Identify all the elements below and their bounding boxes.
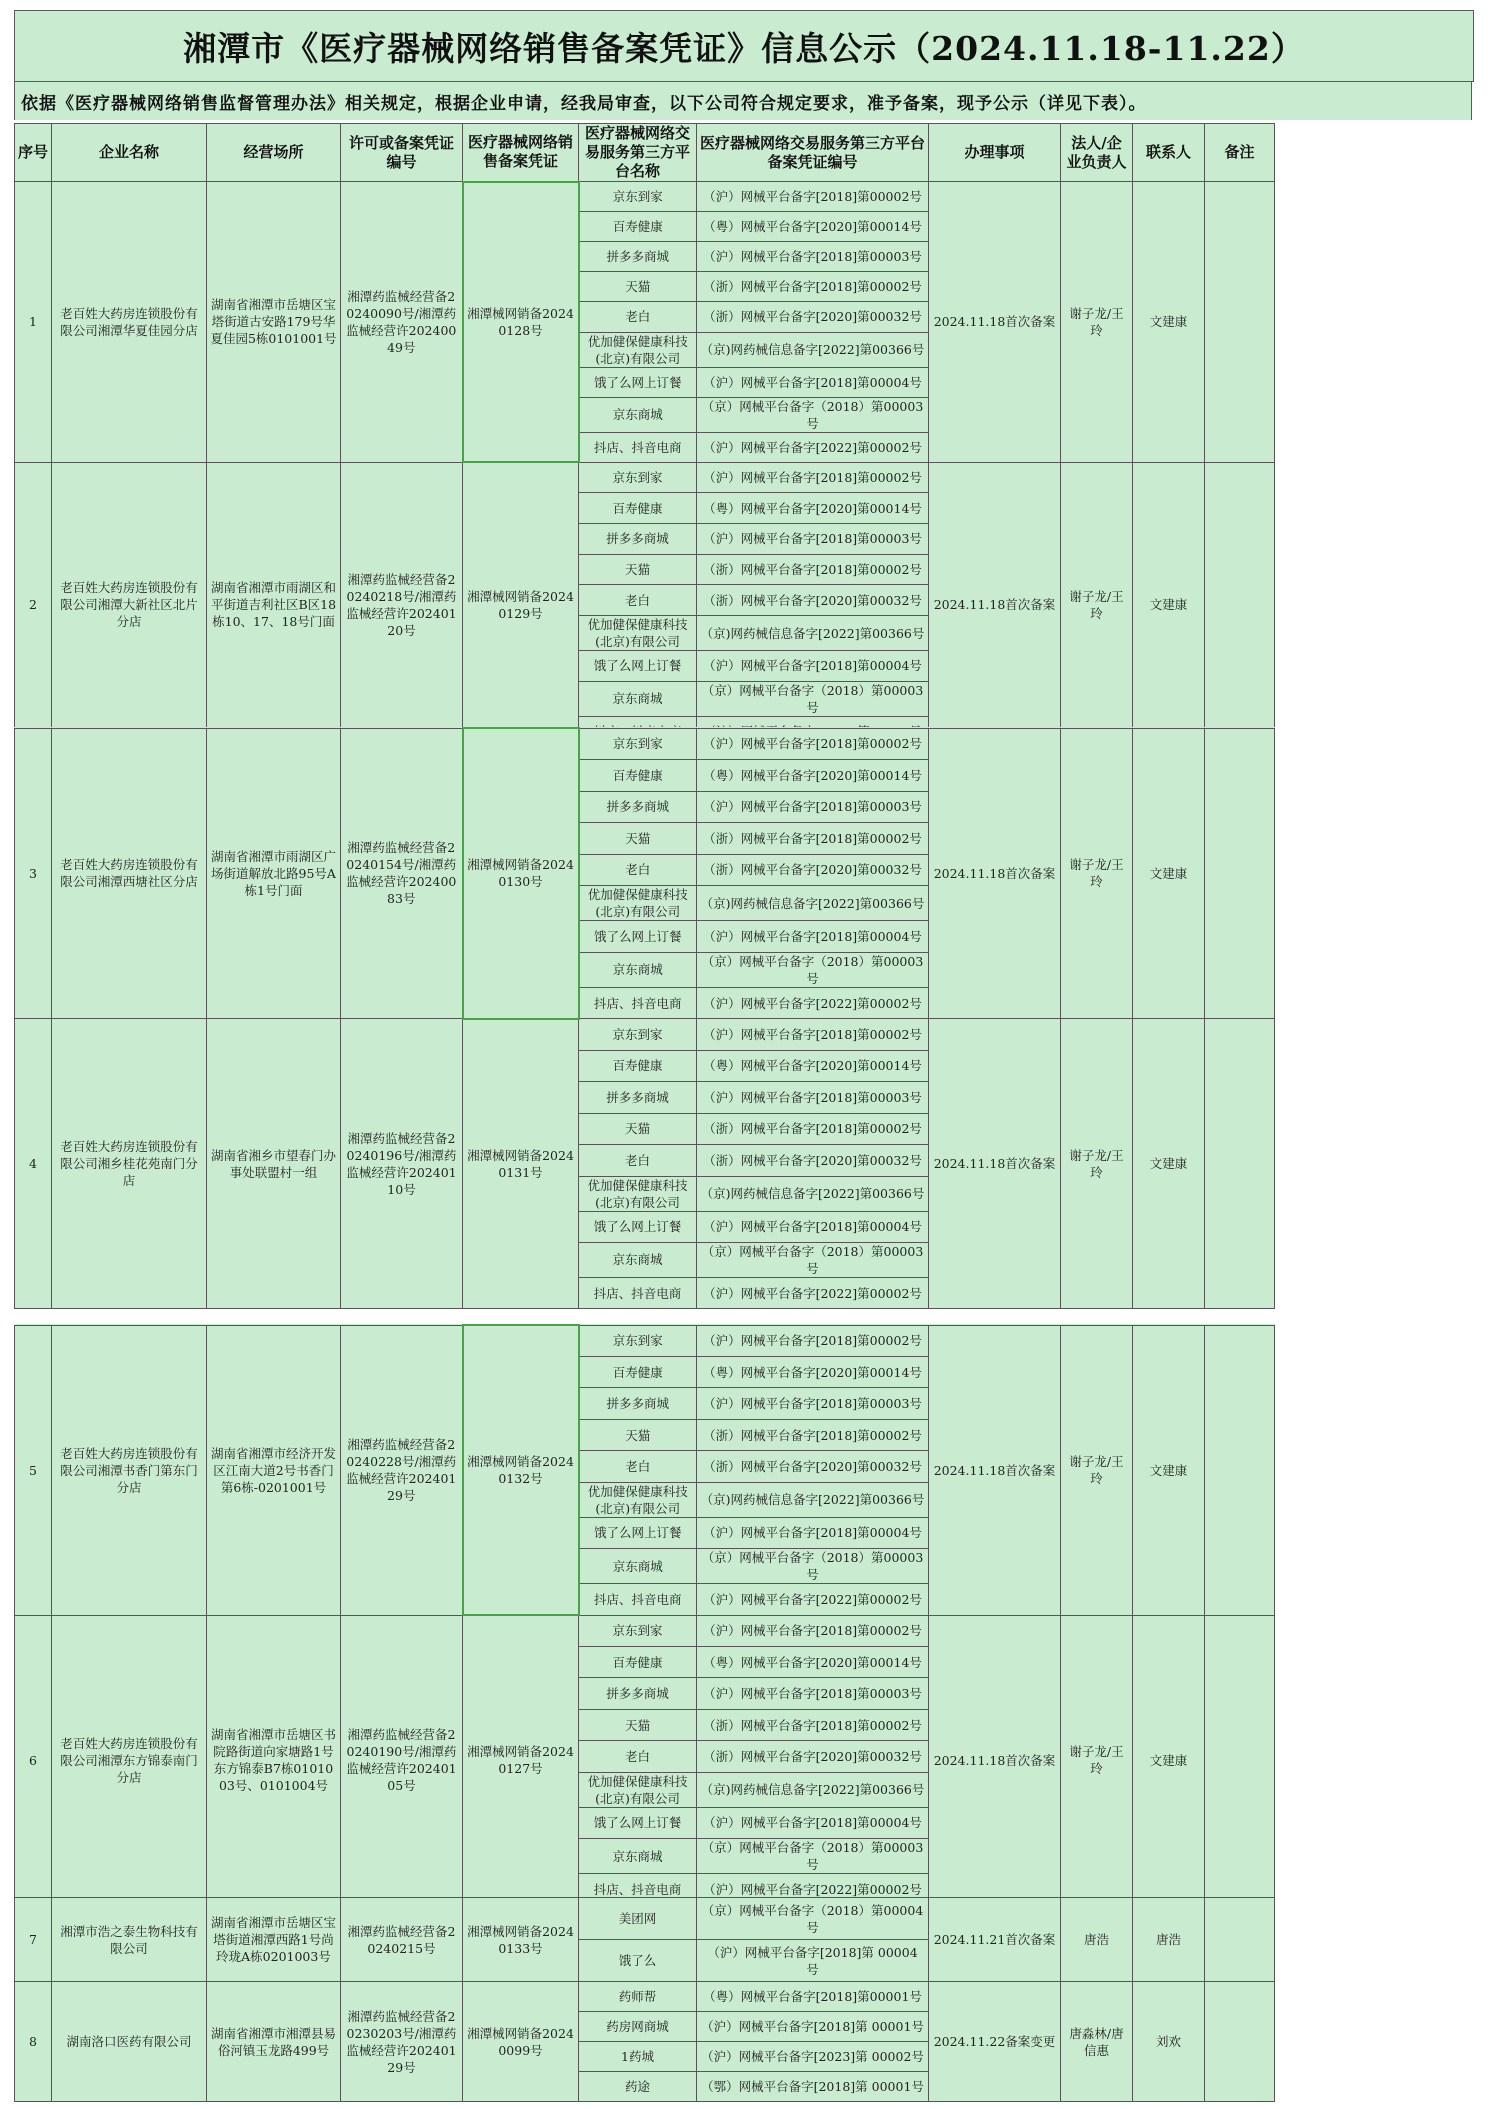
platform-name: 优加健保健康科技(北京)有限公司 (579, 332, 697, 367)
company-name: 老百姓大药房连锁股份有限公司湘潭东方锦泰南门分店 (52, 1615, 207, 1905)
platform-name: 百寿健康 (579, 1647, 697, 1678)
company-name: 老百姓大药房连锁股份有限公司湘潭大新社区北片分店 (52, 462, 207, 747)
business-address: 湖南省湘潭市雨湖区和平街道吉利社区B区18栋10、17、18号门面 (207, 462, 341, 747)
record-number: 2 (15, 462, 52, 747)
platform-name: 京东到家 (579, 1325, 697, 1356)
contact-person: 文建康 (1133, 182, 1205, 463)
platform-code: （沪）网械平台备字[2018]第00004号 (697, 651, 929, 682)
header-matter: 办理事项 (929, 124, 1061, 182)
record-number: 6 (15, 1615, 52, 1905)
remark (1205, 1898, 1275, 1982)
table-row (15, 1982, 1275, 2012)
header-cert: 医疗器械网络销售备案凭证 (463, 124, 579, 182)
platform-code: （沪）网械平台备字[2018]第00002号 (697, 462, 929, 493)
header-platform-code: 医疗器械网络交易服务第三方平台备案凭证编号 (697, 124, 929, 182)
platform-name: 抖店、抖音电商 (579, 1277, 697, 1308)
legal-person: 唐浩 (1061, 1898, 1133, 1982)
platform-name: 天猫 (579, 1419, 697, 1450)
table-row (15, 1898, 1275, 1940)
platform-name: 天猫 (579, 1709, 697, 1740)
platform-code: （鄂）网械平台备字[2018]第 00001号 (697, 2072, 929, 2102)
platform-code: （浙）网械平台备字[2018]第00002号 (697, 1113, 929, 1144)
legal-person: 谢子龙/王玲 (1061, 1019, 1133, 1309)
platform-name: 京东商城 (579, 1549, 697, 1584)
legal-person: 谢子龙/王玲 (1061, 1325, 1133, 1615)
company-name: 老百姓大药房连锁股份有限公司湘乡桂花苑南门分店 (52, 1019, 207, 1309)
company-name: 湖南洛口医药有限公司 (52, 1982, 207, 2102)
license-number: 湘潭药监械经营备20240090号/湘潭药监械经营许20240049号 (341, 182, 463, 463)
filing-table-section (14, 1324, 1275, 1906)
platform-code: （浙）网械平台备字[2018]第00002号 (697, 554, 929, 585)
platform-name: 拼多多商城 (579, 1678, 697, 1709)
remark (1205, 462, 1275, 747)
platform-code: （京）网械平台备字（2018）第00003号 (697, 1549, 929, 1584)
platform-code: （京)网药械信息备字[2022]第00366号 (697, 616, 929, 651)
header-license: 许可或备案凭证编号 (341, 124, 463, 182)
platform-name: 京东商城 (579, 681, 697, 716)
platform-code: （沪）网械平台备字[2018]第00002号 (697, 1019, 929, 1050)
business-address: 湖南省湘潭市岳塘区书院路街道向家塘路1号东方锦泰B7栋0101003号、0101004号 (207, 1615, 341, 1905)
platform-code: （浙）网械平台备字[2018]第00002号 (697, 272, 929, 302)
legal-person: 谢子龙/王玲 (1061, 1615, 1133, 1905)
platform-name: 天猫 (579, 823, 697, 855)
filing-matter: 2024.11.18首次备案 (929, 728, 1061, 1019)
platform-name: 饿了么网上订餐 (579, 921, 697, 953)
platform-code: （沪）网械平台备字[2018]第00003号 (697, 1388, 929, 1419)
platform-name: 拼多多商城 (579, 524, 697, 555)
platform-code: （沪）网械平台备字[2022]第00002号 (697, 1874, 929, 1905)
remark (1205, 182, 1275, 463)
filing-matter: 2024.11.22备案变更 (929, 1982, 1061, 2102)
platform-name: 老白 (579, 585, 697, 616)
platform-code: （浙）网械平台备字[2020]第00032号 (697, 302, 929, 332)
sales-filing-cert: 湘潭械网销备20240129号 (463, 462, 579, 747)
platform-code: （京）网械平台备字（2018）第00004号 (697, 1898, 929, 1940)
remark (1205, 1019, 1275, 1309)
platform-name: 饿了么网上订餐 (579, 651, 697, 682)
legal-person: 唐淼林/唐信惠 (1061, 1982, 1133, 2102)
platform-code: （沪）网械平台备字[2022]第00002号 (697, 1584, 929, 1615)
platform-code: （浙）网械平台备字[2018]第00002号 (697, 823, 929, 855)
table-row (15, 1019, 1275, 1050)
platform-code: （京)网药械信息备字[2022]第00366号 (697, 1176, 929, 1211)
filing-matter: 2024.11.18首次备案 (929, 1615, 1061, 1905)
business-address: 湖南省湘潭市岳塘区宝塔街道古安路179号华夏佳园5栋0101001号 (207, 182, 341, 463)
record-number: 3 (15, 728, 52, 1019)
platform-name: 饿了么网上订餐 (579, 1517, 697, 1548)
platform-name: 药师帮 (579, 1982, 697, 2012)
platform-name: 百寿健康 (579, 1356, 697, 1387)
platform-code: （京）网械平台备字（2018）第00003号 (697, 397, 929, 432)
record-number: 1 (15, 182, 52, 463)
license-number: 湘潭药监械经营备20240228号/湘潭药监械经营许20240129号 (341, 1325, 463, 1615)
license-number: 湘潭药监械经营备20230203号/湘潭药监械经营许20240129号 (341, 1982, 463, 2102)
header-company: 企业名称 (52, 124, 207, 182)
filing-matter: 2024.11.18首次备案 (929, 462, 1061, 747)
platform-code: （京）网械平台备字（2018）第00003号 (697, 1242, 929, 1277)
platform-code: （浙）网械平台备字[2020]第00032号 (697, 854, 929, 886)
platform-name: 药房网商城 (579, 2012, 697, 2042)
contact-person: 刘欢 (1133, 1982, 1205, 2102)
platform-name: 美团网 (579, 1898, 697, 1940)
platform-code: （沪）网械平台备字[2018]第00004号 (697, 921, 929, 953)
header-row (15, 124, 1275, 182)
platform-name: 京东商城 (579, 1242, 697, 1277)
company-name: 老百姓大药房连锁股份有限公司湘潭华夏佳园分店 (52, 182, 207, 463)
platform-code: （沪）网械平台备字[2018]第00002号 (697, 182, 929, 212)
business-address: 湖南省湘潭市经济开发区江南大道2号书香门第6栋-0201001号 (207, 1325, 341, 1615)
platform-name: 拼多多商城 (579, 242, 697, 272)
company-name: 老百姓大药房连锁股份有限公司湘潭书香门第东门分店 (52, 1325, 207, 1615)
platform-name: 天猫 (579, 554, 697, 585)
license-number: 湘潭药监械经营备20240218号/湘潭药监械经营许20240120号 (341, 462, 463, 747)
platform-code: （沪）网械平台备字[2018]第00004号 (697, 367, 929, 397)
platform-code: （沪）网械平台备字[2018]第00003号 (697, 1678, 929, 1709)
platform-name: 老白 (579, 1451, 697, 1482)
platform-code: （沪）网械平台备字[2018]第00003号 (697, 791, 929, 823)
platform-code: （粤）网械平台备字[2020]第00014号 (697, 1356, 929, 1387)
platform-name: 饿了么网上订餐 (579, 1211, 697, 1242)
platform-name: 老白 (579, 1741, 697, 1772)
legal-person: 谢子龙/王玲 (1061, 182, 1133, 463)
company-name: 湘潭市浩之泰生物科技有限公司 (52, 1898, 207, 1982)
contact-person: 文建康 (1133, 1019, 1205, 1309)
platform-code: （浙）网械平台备字[2020]第00032号 (697, 1451, 929, 1482)
platform-code: （京）网械平台备字（2018）第00003号 (697, 952, 929, 987)
platform-code: （沪）网械平台备字[2022]第00002号 (697, 987, 929, 1019)
platform-name: 抖店、抖音电商 (579, 1584, 697, 1615)
platform-name: 京东商城 (579, 952, 697, 987)
legal-person: 谢子龙/王玲 (1061, 728, 1133, 1019)
sales-filing-cert: 湘潭械网销备20240132号 (463, 1325, 579, 1615)
platform-name: 京东商城 (579, 1839, 697, 1874)
remark (1205, 728, 1275, 1019)
license-number: 湘潭药监械经营备20240190号/湘潭药监械经营许20240105号 (341, 1615, 463, 1905)
table-row (15, 1325, 1275, 1356)
platform-code: （沪）网械平台备字[2018]第00003号 (697, 242, 929, 272)
platform-code: （沪）网械平台备字[2018]第00004号 (697, 1211, 929, 1242)
record-number: 7 (15, 1898, 52, 1982)
platform-name: 京东商城 (579, 397, 697, 432)
intro-text: 依据《医疗器械网络销售监督管理办法》相关规定，根据企业申请，经我局审查，以下公司符合规定要求，准予备案，现予公示（详见下表）。 (14, 82, 1472, 120)
platform-code: （浙）网械平台备字[2020]第00032号 (697, 585, 929, 616)
platform-code: （粤）网械平台备字[2020]第00014号 (697, 1050, 929, 1081)
contact-person: 文建康 (1133, 462, 1205, 747)
header-remark: 备注 (1205, 124, 1275, 182)
business-address: 湖南省湘潭市岳塘区宝塔街道湘潭西路1号尚玲珑A栋0201003号 (207, 1898, 341, 1982)
platform-name: 百寿健康 (579, 212, 697, 242)
filing-table-section (14, 123, 1275, 747)
platform-name: 拼多多商城 (579, 1388, 697, 1419)
platform-code: （粤）网械平台备字[2020]第00014号 (697, 212, 929, 242)
platform-code: （京)网药械信息备字[2022]第00366号 (697, 1482, 929, 1517)
table-row (15, 462, 1275, 493)
platform-name: 京东到家 (579, 462, 697, 493)
platform-code: （京)网药械信息备字[2022]第00366号 (697, 332, 929, 367)
platform-name: 老白 (579, 1145, 697, 1176)
license-number: 湘潭药监械经营备20240215号 (341, 1898, 463, 1982)
platform-name: 饿了么 (579, 1940, 697, 1982)
remark (1205, 1982, 1275, 2102)
remark (1205, 1325, 1275, 1615)
record-number: 8 (15, 1982, 52, 2102)
platform-code: （沪）网械平台备字[2018]第00002号 (697, 1325, 929, 1356)
sales-filing-cert: 湘潭械网销备20240133号 (463, 1898, 579, 1982)
platform-code: （沪）网械平台备字[2018]第00004号 (697, 1807, 929, 1838)
platform-name: 京东到家 (579, 182, 697, 212)
platform-name: 1药城 (579, 2042, 697, 2072)
platform-code: （沪）网械平台备字[2022]第00002号 (697, 432, 929, 462)
platform-code: （沪）网械平台备字[2022]第00002号 (697, 1277, 929, 1308)
platform-code: （浙）网械平台备字[2018]第00002号 (697, 1709, 929, 1740)
platform-name: 优加健保健康科技(北京)有限公司 (579, 616, 697, 651)
remark (1205, 1615, 1275, 1905)
business-address: 湖南省湘潭市雨湖区广场街道解放北路95号A栋1号门面 (207, 728, 341, 1019)
platform-name: 百寿健康 (579, 760, 697, 792)
sales-filing-cert: 湘潭械网销备20240131号 (463, 1019, 579, 1309)
platform-code: （沪）网械平台备字[2018]第00003号 (697, 524, 929, 555)
platform-name: 百寿健康 (579, 1050, 697, 1081)
platform-code: （沪）网械平台备字[2018]第 00004 号 (697, 1940, 929, 1982)
platform-name: 京东到家 (579, 1019, 697, 1050)
sales-filing-cert: 湘潭械网销备20240130号 (463, 728, 579, 1019)
header-no: 序号 (15, 124, 52, 182)
license-number: 湘潭药监械经营备20240154号/湘潭药监械经营许20240083号 (341, 728, 463, 1019)
license-number: 湘潭药监械经营备20240196号/湘潭药监械经营许20240110号 (341, 1019, 463, 1309)
page-title: 湘潭市《医疗器械网络销售备案凭证》信息公示（2024.11.18-11.22） (14, 10, 1474, 82)
platform-code: （浙）网械平台备字[2020]第00032号 (697, 1741, 929, 1772)
platform-name: 优加健保健康科技(北京)有限公司 (579, 1772, 697, 1807)
platform-name: 老白 (579, 302, 697, 332)
filing-matter: 2024.11.18首次备案 (929, 1325, 1061, 1615)
platform-code: （浙）网械平台备字[2020]第00032号 (697, 1145, 929, 1176)
platform-code: （粤）网械平台备字[2020]第00014号 (697, 1647, 929, 1678)
company-name: 老百姓大药房连锁股份有限公司湘潭西塘社区分店 (52, 728, 207, 1019)
filing-table-section (14, 1897, 1275, 2102)
platform-code: （京)网药械信息备字[2022]第00366号 (697, 886, 929, 921)
platform-code: （京）网械平台备字（2018）第00003号 (697, 681, 929, 716)
header-address: 经营场所 (207, 124, 341, 182)
table-row (15, 182, 1275, 212)
platform-code: （沪）网械平台备字[2018]第 00001号 (697, 2012, 929, 2042)
contact-person: 文建康 (1133, 1615, 1205, 1905)
filing-matter: 2024.11.21首次备案 (929, 1898, 1061, 1982)
contact-person: 唐浩 (1133, 1898, 1205, 1982)
platform-name: 京东到家 (579, 728, 697, 760)
platform-name: 优加健保健康科技(北京)有限公司 (579, 1176, 697, 1211)
sales-filing-cert: 湘潭械网销备20240128号 (463, 182, 579, 463)
platform-code: （京）网械平台备字（2018）第00003号 (697, 1839, 929, 1874)
platform-name: 饿了么网上订餐 (579, 367, 697, 397)
platform-name: 天猫 (579, 272, 697, 302)
table-row (15, 1615, 1275, 1646)
platform-code: （浙）网械平台备字[2018]第00002号 (697, 1419, 929, 1450)
platform-name: 百寿健康 (579, 493, 697, 524)
platform-name: 饿了么网上订餐 (579, 1807, 697, 1838)
platform-code: （沪）网械平台备字[2018]第00004号 (697, 1517, 929, 1548)
filing-matter: 2024.11.18首次备案 (929, 1019, 1061, 1309)
platform-name: 拼多多商城 (579, 791, 697, 823)
platform-name: 优加健保健康科技(北京)有限公司 (579, 886, 697, 921)
header-platform: 医疗器械网络交易服务第三方平台名称 (579, 124, 697, 182)
platform-name: 药途 (579, 2072, 697, 2102)
header-legal: 法人/企业负责人 (1061, 124, 1133, 182)
platform-name: 优加健保健康科技(北京)有限公司 (579, 1482, 697, 1517)
platform-code: （粤）网械平台备字[2020]第00014号 (697, 493, 929, 524)
sales-filing-cert: 湘潭械网销备20240127号 (463, 1615, 579, 1905)
filing-matter: 2024.11.18首次备案 (929, 182, 1061, 463)
filing-table-section (14, 727, 1275, 1309)
platform-name: 拼多多商城 (579, 1082, 697, 1113)
sales-filing-cert: 湘潭械网销备20240099号 (463, 1982, 579, 2102)
platform-code: （沪）网械平台备字[2018]第00003号 (697, 1082, 929, 1113)
legal-person: 谢子龙/王玲 (1061, 462, 1133, 747)
platform-code: （沪）网械平台备字[2023]第 00002号 (697, 2042, 929, 2072)
platform-name: 抖店、抖音电商 (579, 432, 697, 462)
contact-person: 文建康 (1133, 1325, 1205, 1615)
platform-name: 天猫 (579, 1113, 697, 1144)
record-number: 5 (15, 1325, 52, 1615)
table-row (15, 728, 1275, 760)
header-contact: 联系人 (1133, 124, 1205, 182)
platform-code: （沪）网械平台备字[2018]第00002号 (697, 1615, 929, 1646)
record-number: 4 (15, 1019, 52, 1309)
business-address: 湖南省湘乡市望春门办事处联盟村一组 (207, 1019, 341, 1309)
platform-name: 抖店、抖音电商 (579, 987, 697, 1019)
contact-person: 文建康 (1133, 728, 1205, 1019)
platform-code: （粤）网械平台备字[2020]第00014号 (697, 760, 929, 792)
business-address: 湖南省湘潭市湘潭县易俗河镇玉龙路499号 (207, 1982, 341, 2102)
platform-code: （粤）网械平台备字[2018]第00001号 (697, 1982, 929, 2012)
platform-name: 京东到家 (579, 1615, 697, 1646)
platform-code: （沪）网械平台备字[2018]第00002号 (697, 728, 929, 760)
platform-name: 抖店、抖音电商 (579, 1874, 697, 1905)
platform-code: （京)网药械信息备字[2022]第00366号 (697, 1772, 929, 1807)
platform-name: 老白 (579, 854, 697, 886)
